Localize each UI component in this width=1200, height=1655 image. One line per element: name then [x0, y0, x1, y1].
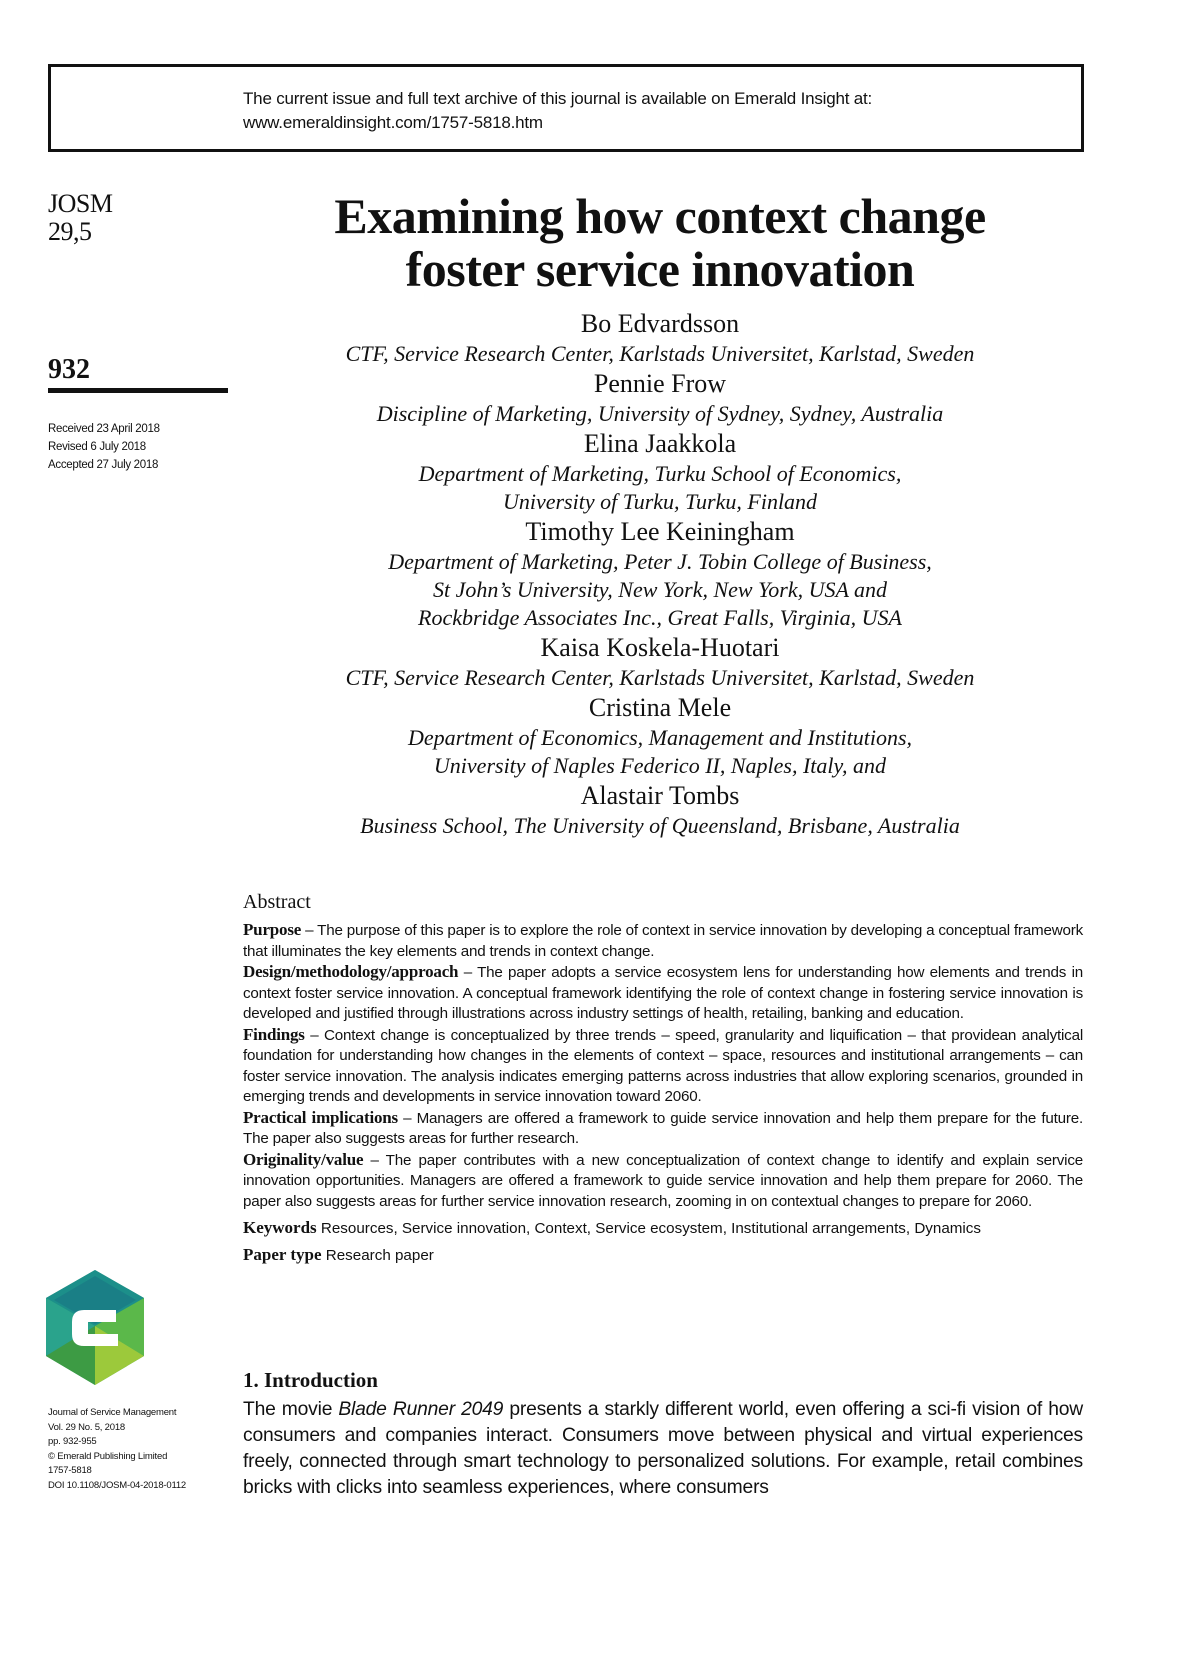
- accepted-date: Accepted 27 July 2018: [48, 459, 159, 471]
- abstract-design: [243, 962, 1083, 1025]
- margin-journal-ref: [48, 190, 230, 246]
- introduction-heading: 1. Introduction: [243, 1368, 378, 1392]
- author-affiliation: Department of Marketing, Peter J. Tobin College of Business,: [388, 549, 932, 574]
- revised-date: Revised 6 July 2018: [48, 441, 146, 453]
- author-name: Cristina Mele: [588, 693, 732, 722]
- page-number-rule: [48, 388, 228, 393]
- journal-name: Journal of Service Management: [48, 1407, 177, 1418]
- abstract-text: – The paper contributes with a new conceptualization of context change to identify and explain service innovation opportunities. Managers are offered a framework to guide service innovation and help them prepare for 2060. The paper also suggests areas for further service innovation research, zooming in on contextual changes to prepare for 2060.: [243, 1151, 1083, 1210]
- author-affiliation: CTF, Service Research Center, Karlstads Universitet, Karlstad, Sweden: [345, 665, 975, 690]
- journal-pages: pp. 932-955: [48, 1436, 97, 1447]
- abstract-text: – The purpose of this paper is to explore the role of context in service innovation by developing a conceptual framework that illuminates the key elements and trends in context change.: [243, 922, 1083, 960]
- abstract-label: Practical implications: [243, 1107, 398, 1127]
- availability-text: The current issue and full text archive of this journal is available on Emerald Insight at:: [243, 89, 873, 108]
- article-dates: [48, 420, 160, 474]
- intro-text-start: The movie: [243, 1399, 339, 1420]
- keywords-label: Keywords: [243, 1218, 317, 1237]
- author-affiliation: St John’s University, New York, New York, USA and: [432, 577, 888, 602]
- author-affiliation: Department of Marketing, Turku School of Economics,: [418, 461, 902, 486]
- abstract-label: Originality/value: [243, 1149, 364, 1169]
- title-line-1: Examining how context change: [334, 188, 986, 244]
- abstract-label: Purpose: [243, 920, 302, 939]
- keywords-text: Resources, Service innovation, Context, Service ecosystem, Institutional arrangements, Dynamics: [316, 1220, 981, 1237]
- page-number: 932: [48, 354, 90, 385]
- article-title: [240, 190, 1080, 296]
- paper-type: [243, 1245, 1083, 1266]
- journal-volume-issue: 29,5: [48, 217, 92, 246]
- film-title: Blade Runner 2049: [338, 1399, 504, 1420]
- author-affiliation: Department of Economics, Management and Institutions,: [407, 725, 913, 750]
- abstract-originality: [243, 1150, 1083, 1213]
- author-name: Alastair Tombs: [580, 781, 740, 810]
- author-affiliation: University of Naples Federico II, Naples, Italy, and: [433, 753, 887, 778]
- doi-link[interactable]: DOI 10.1108/JOSM-04-2018-0112: [48, 1479, 187, 1491]
- abstract-practical: [243, 1108, 1083, 1150]
- abstract-text: – Context change is conceptualized by three trends – speed, granularity and liquification – that providean analytical foundation for understanding how changes in the elements of context – space, resources and institutional arrangements – can foster service innovation. The analysis indicates emerging patterns across industries that allow exploring scenarios, grounded in emerging trends and developments in service innovation toward 2060.: [243, 1026, 1083, 1105]
- author-name: Kaisa Koskela-Huotari: [540, 633, 780, 662]
- intro-text-rest: presents a starkly different world, even offering a sci-fi vision of how consumers and companies interact. Consumers move between physical and virtual experiences freely, connected through smart technology to personalized solutions. For example, retail combines bricks with clicks into seamless experiences, where consumers: [243, 1399, 1083, 1498]
- journal-availability-box: [48, 64, 1084, 152]
- copyright: © Emerald Publishing Limited: [48, 1450, 168, 1462]
- abstract-section: [243, 891, 1083, 1266]
- introduction-section: [243, 1368, 1083, 1501]
- abstract-text: – The paper adopts a service ecosystem lens for understanding how elements and trends in context foster service innovation. A conceptual framework identifying the role of context change in fostering service innovation is developed and justified through illustrations across industry settings of health, retailing, banking and education.: [243, 964, 1083, 1022]
- author-affiliation: CTF, Service Research Center, Karlstads Universitet, Karlstad, Sweden: [345, 341, 975, 366]
- abstract-label: Findings: [243, 1024, 305, 1044]
- emerald-logo-icon: [46, 1270, 144, 1385]
- author-affiliation: Rockbridge Associates Inc., Great Falls, Virginia, USA: [418, 605, 902, 630]
- abstract-purpose: [243, 920, 1083, 962]
- journal-volume: Vol. 29 No. 5, 2018: [48, 1421, 126, 1433]
- author-name: Pennie Frow: [593, 369, 727, 398]
- abstract-text: – Managers are offered a framework to guide service innovation and help them prepare for the future. The paper also suggests areas for further research.: [243, 1109, 1084, 1147]
- title-line-2: foster service innovation: [405, 241, 915, 297]
- author-list: [240, 308, 1080, 840]
- paper-type-text: Research paper: [321, 1247, 434, 1264]
- abstract-heading: Abstract: [243, 891, 311, 913]
- author-affiliation: University of Turku, Turku, Finland: [502, 489, 818, 514]
- keywords: [243, 1218, 1083, 1239]
- abstract-label: Design/methodology/approach: [243, 962, 459, 981]
- issn: 1757-5818: [48, 1465, 92, 1476]
- paper-type-label: Paper type: [243, 1245, 322, 1264]
- author-affiliation: Discipline of Marketing, University of Sydney, Sydney, Australia: [376, 401, 944, 426]
- author-name: Timothy Lee Keiningham: [525, 517, 795, 546]
- received-date: Received 23 April 2018: [48, 423, 160, 435]
- abstract-findings: [243, 1025, 1083, 1108]
- author-name: Bo Edvardsson: [580, 309, 740, 338]
- journal-url-link[interactable]: www.emeraldinsight.com/1757-5818.htm: [243, 113, 543, 132]
- introduction-paragraph: [243, 1397, 1083, 1501]
- journal-citation-info: [48, 1406, 238, 1493]
- journal-abbreviation: JOSM: [48, 189, 113, 218]
- author-affiliation: Business School, The University of Queensland, Brisbane, Australia: [360, 813, 960, 838]
- author-name: Elina Jaakkola: [583, 429, 737, 458]
